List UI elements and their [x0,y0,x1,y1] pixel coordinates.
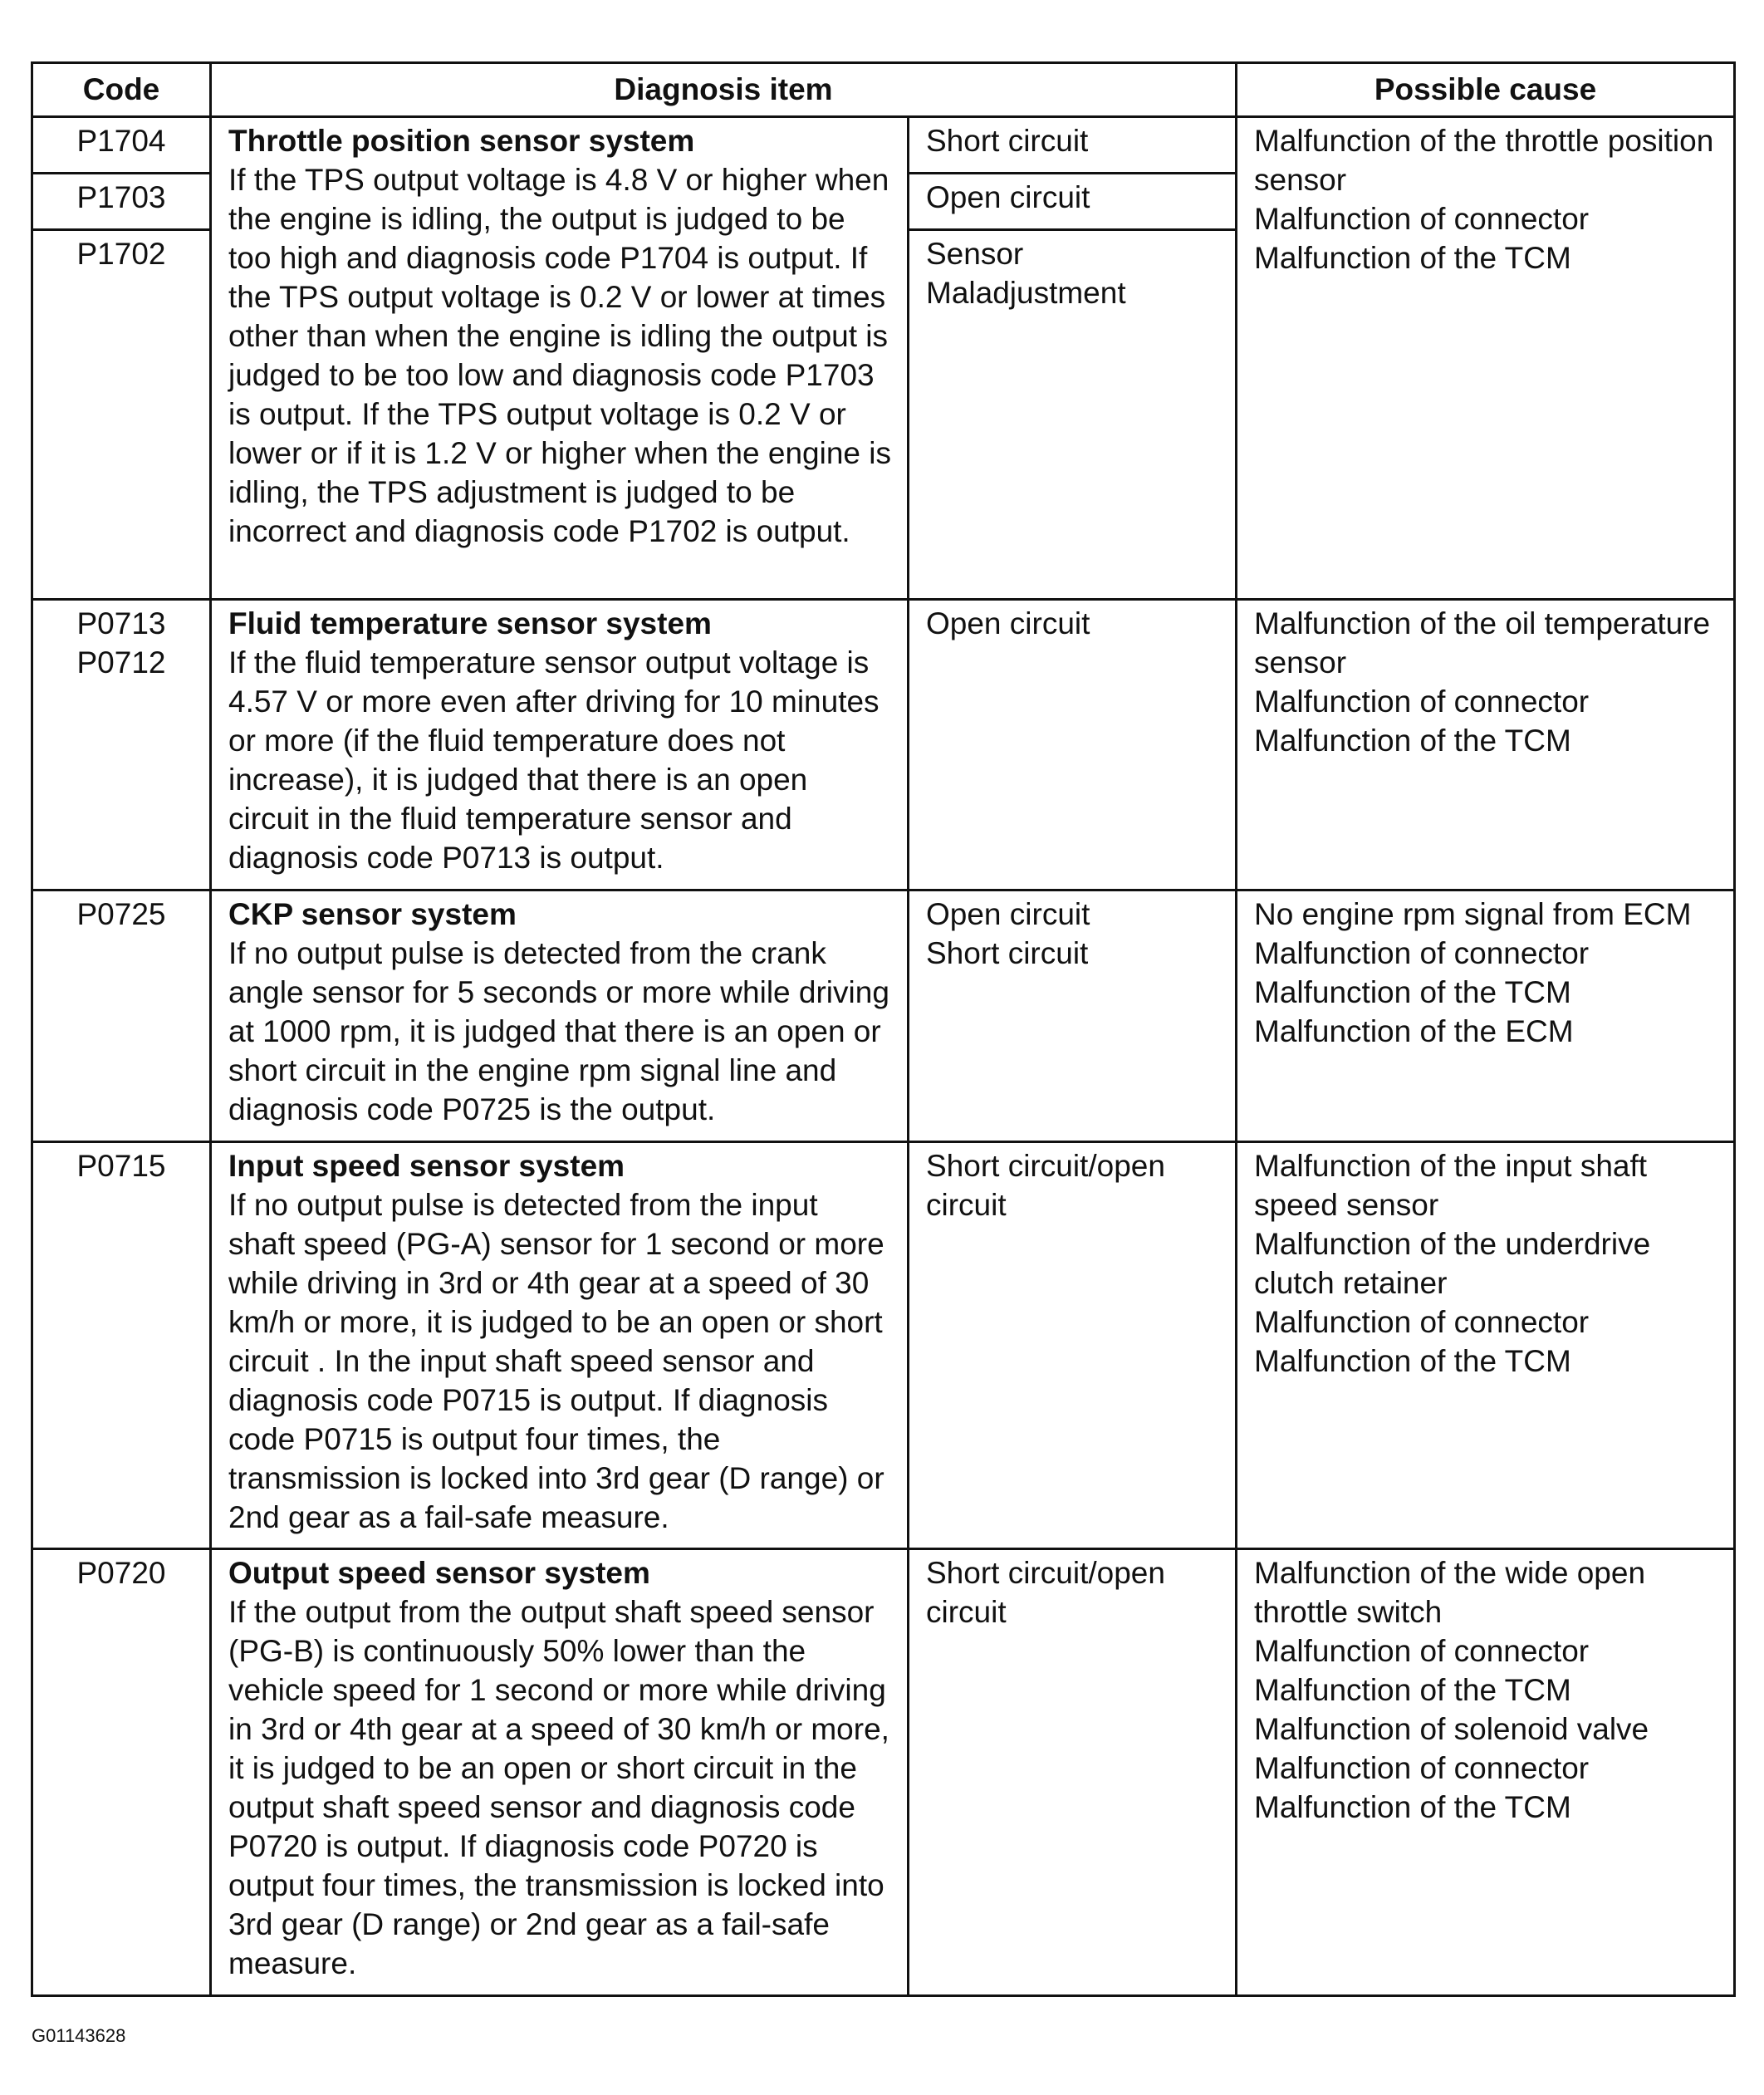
condition-cell: Sensor Maladjustment [909,230,1237,600]
cause-cell [1237,1142,1735,1549]
condition-cell [909,1142,1237,1549]
diagnosis-title: Input speed sensor system [228,1149,625,1183]
cause-item: Malfunction of the TCM [1254,1344,1571,1378]
diagnosis-title: CKP sensor system [228,897,517,931]
cause-cell [1237,600,1735,890]
header-possible-cause: Possible cause [1237,63,1735,117]
diagnosis-table [31,61,1736,1997]
diagnosis-cell [211,600,909,890]
condition-cell: Short circuit [909,117,1237,174]
cause-item: Malfunction of the input shaft speed sensor [1254,1149,1648,1222]
diagnosis-title: Output speed sensor system [228,1556,650,1590]
cause-item: Malfunction of connector [1254,936,1590,970]
cause-item: Malfunction of connector [1254,684,1590,719]
condition-item: Short circuit/open circuit [926,1556,1165,1629]
cause-item: Malfunction of the wide open throttle switch [1254,1556,1646,1629]
diagnosis-title: Fluid temperature sensor system [228,606,712,640]
table-row [32,117,1735,174]
condition-item: Short circuit/open circuit [926,1149,1165,1222]
cause-item: Malfunction of the TCM [1254,975,1571,1009]
cause-item: Malfunction of connector [1254,1751,1590,1785]
cause-item: Malfunction of connector [1254,1634,1590,1668]
diagnosis-cell [211,890,909,1142]
cause-item: Malfunction of the ECM [1254,1014,1574,1048]
code-cell: P1703 [32,174,211,230]
code-cell: P0715 [32,1142,211,1549]
cause-item: Malfunction of the throttle position sensor [1254,124,1714,197]
code-cell: P0725 [32,890,211,1142]
figure-id: G01143628 [32,2025,126,2046]
condition-cell: Open circuit [909,174,1237,230]
code-cell [32,600,211,890]
condition-item: Open circuit [926,606,1090,640]
cause-cell [1237,1549,1735,1996]
diagnosis-description: If the output from the output shaft speed sensor (PG-B) is continuously 50% lower than the vehicle speed for 1 second or more while driving in 3rd or 4th gear at a speed of 30 km/h or more, it is judged to be an open or short circuit in the output shaft speed sensor and diagnosis code P0720 is output. If diagnosis code P0720 is output four times, the transmission is locked into 3rd gear (D range) or 2nd gear as a fail-safe measure. [228,1595,889,1980]
diagnosis-cell [211,1142,909,1549]
code-cell: P1702 [32,230,211,600]
cause-item: Malfunction of connector [1254,202,1590,236]
cause-item: Malfunction of the underdrive clutch retainer [1254,1227,1651,1300]
condition-item: Open circuit [926,897,1090,931]
cause-cell [1237,890,1735,1142]
header-row [32,63,1735,117]
table-row [32,890,1735,1142]
cause-item: Malfunction of the TCM [1254,724,1571,758]
cause-item: Malfunction of the oil temperature sensor [1254,606,1711,680]
diagnosis-title: Throttle position sensor system [228,124,695,158]
diagnosis-description: If no output pulse is detected from the input shaft speed (PG-A) sensor for 1 second or more while driving in 3rd or 4th gear at a speed of 30 km/h or more, it is judged to be an open or short circuit . In the input shaft speed sensor and diagnosis code P0715 is output. If diagnosis code P0715 is output four times, the transmission is locked into 3rd gear (D range) or 2nd gear as a fail-safe measure. [228,1188,884,1534]
cause-item: Malfunction of the TCM [1254,241,1571,275]
code-cell: P0720 [32,1549,211,1996]
diagnosis-description: If no output pulse is detected from the crank angle sensor for 5 seconds or more while driving at 1000 rpm, it is judged that there is an open or short circuit in the engine rpm signal line and diagnosis code P0725 is the output. [228,936,889,1126]
condition-item: Short circuit [926,936,1089,970]
header-code: Code [32,63,211,117]
table-row [32,1549,1735,1996]
cause-item: Malfunction of connector [1254,1305,1590,1339]
table-row [32,600,1735,890]
code-value: P0712 [76,645,166,680]
diagnosis-description: If the TPS output voltage is 4.8 V or higher when the engine is idling, the output is judged to be too high and diagnosis code P1704 is output. If the TPS output voltage is 0.2 V or lower at times other than when the engine is idling the output is judged to be too low and diagnosis code P1703 is output. If the TPS output voltage is 0.2 V or lower or if it is 1.2 V or higher when the engine is idling, the TPS adjustment is judged to be incorrect and diagnosis code P1702 is output. [228,163,891,548]
condition-cell [909,1549,1237,1996]
cause-item: No engine rpm signal from ECM [1254,897,1692,931]
cause-item: Malfunction of solenoid valve [1254,1712,1649,1746]
cause-item: Malfunction of the TCM [1254,1790,1571,1824]
code-cell: P1704 [32,117,211,174]
condition-cell [909,600,1237,890]
code-value: P0713 [76,606,166,640]
diagnosis-cell [211,1549,909,1996]
table-row [32,1142,1735,1549]
condition-cell [909,890,1237,1142]
diagnosis-description: If the fluid temperature sensor output voltage is 4.57 V or more even after driving for 10 minutes or more (if the fluid temperature does not increase), it is judged that there is an open circuit in the fluid temperature sensor and diagnosis code P0713 is output. [228,645,880,875]
diagnosis-cell [211,117,909,600]
header-diagnosis-item: Diagnosis item [211,63,1237,117]
cause-item: Malfunction of the TCM [1254,1673,1571,1707]
cause-cell [1237,117,1735,600]
